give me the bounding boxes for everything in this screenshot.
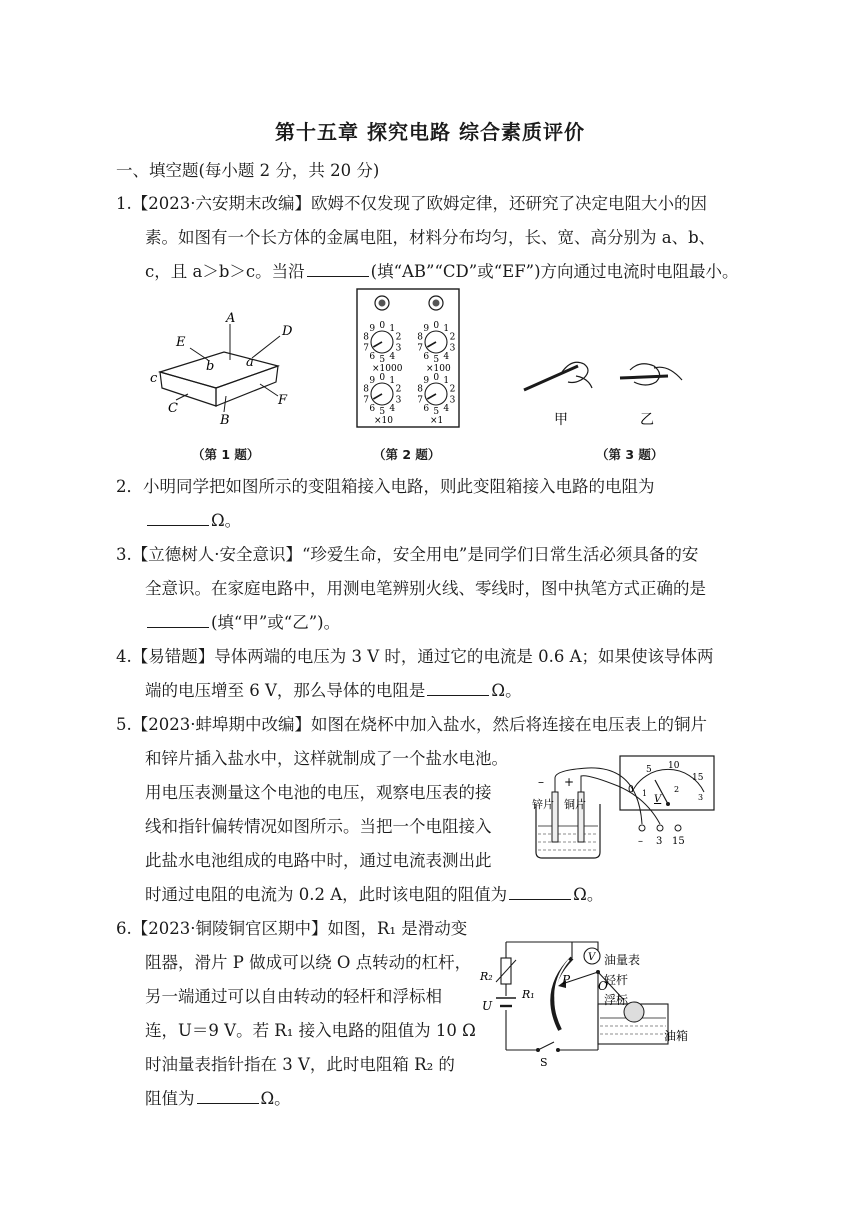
q3-line-1: 3.【立德树人·安全意识】“珍爱生命，安全用电”是同学们日常生活必须具备的安 [116,545,699,564]
figure-2-resistance-box [356,288,460,428]
fig5-scale-3: 3 [698,793,704,802]
fig6-label-s: S [540,1056,548,1069]
q6-line-6 [145,1085,291,1109]
q1-text-a: c，且 a＞b＞c。当沿 [145,262,305,281]
fig2-dial-digit: 1 [389,376,396,387]
figure-6-fuel-gauge-circuit [474,934,704,1070]
q2-text: Ω。 [211,511,242,530]
fig5-label-plus: + [564,775,575,789]
fig2-multiplier-100: ×100 [426,364,451,374]
fig6-label-r1: R₁ [522,988,535,1001]
fig2-dial-digit: 5 [433,355,440,365]
fig6-label-fuel-gauge: 油量表 [604,953,641,967]
fig2-dial-digit: 0 [379,321,386,331]
fig2-dial-pointer[interactable] [427,342,436,347]
fig2-dial-digit: 7 [363,395,369,406]
q1-text-b: (填“AB”“CD”或“EF”)方向通过电流时电阻最小。 [370,262,739,281]
q1-line-2: 素。如图有一个长方体的金属电阻，材料分布均匀，长、宽、高分别为 a、b、 [145,228,716,247]
q5-text-b: Ω。 [573,885,604,904]
fig5-terminal-3: 3 [656,836,663,847]
q5-line-2: 和锌片插入盐水中，这样就制成了一个盐水电池。 [145,749,508,768]
q1-line-3 [145,258,739,282]
fig3-caption: （第 3 题） [596,447,664,462]
fig6-label-tank: 油箱 [664,1029,689,1043]
fig2-dial-digit: 2 [395,332,402,343]
fig2-dial-digit: 2 [449,332,456,343]
fig6-label-v: V [588,952,596,963]
q1-line-1: 1.【2023·六安期末改编】欧姆不仅发现了欧姆定律，还研究了决定电阻大小的因 [116,194,707,213]
q5-answer-blank[interactable] [509,885,571,900]
fig1-label-f-point: F [278,393,288,408]
q6-text-b: Ω。 [260,1089,291,1108]
fig2-dial-digit: 8 [363,384,369,395]
fig6-label-float: 浮标 [604,993,629,1007]
figure-3-test-pen [518,350,698,430]
fig2-dial-digit: 6 [369,403,376,414]
fig5-scale-1: 1 [642,789,648,798]
q3-answer-blank[interactable] [147,613,209,628]
fig2-dial-pointer[interactable] [373,342,382,347]
fig2-caption: （第 2 题） [373,447,441,462]
fig1-label-c-edge: c [150,371,158,386]
fig5-terminal-minus: – [638,836,643,847]
q1-answer-blank[interactable] [307,262,369,277]
fig2-dial-digit: 3 [449,395,456,406]
fig2-dial-digit: 9 [369,324,376,335]
q5-line-4: 线和指针偏转情况如图所示。当把一个电阻接入 [145,817,492,836]
q5-line-1: 5.【2023·蚌埠期中改编】如图在烧杯中加入盐水，然后将连接在电压表上的铜片 [116,715,707,734]
q6-line-1: 6.【2023·铜陵铜官区期中】如图，R₁ 是滑动变 [116,919,468,938]
fig1-label-d-point: D [282,324,293,339]
fig2-dial-digit: 1 [443,376,450,387]
fig2-dial-digit: 5 [433,407,440,417]
fig2-dial-digit: 3 [395,343,402,354]
fig2-dial-digit: 9 [369,376,376,387]
fig2-dial-digit: 1 [389,324,396,335]
fig2-dial-digit: 2 [449,384,456,395]
fig2-dial-pointer[interactable] [373,394,382,399]
fig2-dial-digit: 6 [423,351,430,362]
fig3-label-yi: 乙 [640,412,654,428]
fig6-label-p: P [562,973,571,987]
fig2-dial-digit: 7 [417,395,423,406]
fig2-dial-digit: 7 [417,343,423,354]
fig1-label-a-edge: a [246,355,254,370]
fig5-scale-0: 0 [628,785,634,795]
fig2-multiplier-1000: ×1000 [372,364,403,374]
q4-text-a: 端的电压增至 6 V，那么导体的电阻是 [145,681,426,700]
fig2-dial-digit: 4 [389,403,396,414]
q3-line-2: 全意识。在家庭电路中，用测电笔辨别火线、零线时，图中执笔方式正确的是 [145,579,706,598]
fig2-dial-digit: 5 [379,407,386,417]
fig2-dial-digit: 4 [389,351,396,362]
fig6-label-o: O [598,979,608,993]
fig2-dial-digit: 3 [449,343,456,354]
fig5-label-v: V [654,794,662,805]
fig2-dial-digit: 9 [423,324,430,335]
q6-answer-blank[interactable] [197,1089,259,1104]
fig5-scale-10: 10 [668,761,680,771]
fig2-dial-digit: 0 [433,321,440,331]
fig2-dial-digit: 8 [417,332,423,343]
fig6-label-r2: R₂ [480,970,493,983]
q2-line-1: 2．小明同学把如图所示的变阻箱接入电路，则此变阻箱接入电路的电阻为 [116,477,655,496]
q6-line-2: 阻器，滑片 P 做成可以绕 O 点转动的杠杆， [145,953,472,972]
fig2-dial-digit: 8 [363,332,369,343]
fig2-dial-digit: 7 [363,343,369,354]
fig5-label-zinc: 锌片 [532,798,554,811]
fig5-label-minus: – [538,775,544,789]
q3-text: (填“甲”或“乙”)。 [211,613,341,632]
q6-line-4: 连，U＝9 V。若 R₁ 接入电路的阻值为 10 Ω [145,1021,476,1040]
fig2-dial-digit: 3 [395,395,402,406]
q5-line-3: 用电压表测量这个电池的电压，观察电压表的接 [145,783,492,802]
q4-answer-blank[interactable] [427,681,489,696]
fig3-label-jia: 甲 [554,412,568,428]
fig2-multiplier-10: ×10 [374,416,393,426]
fig2-multiplier-1: ×1 [430,416,444,426]
q6-line-5: 时油量表指针指在 3 V，此时电阻箱 R₂ 的 [145,1055,455,1074]
fig2-dial-digit: 8 [417,384,423,395]
fig5-scale-15: 15 [692,773,704,783]
fig5-scale-2: 2 [674,785,680,794]
fig2-dial-digit: 0 [379,373,386,383]
fig1-label-c-point: C [168,401,178,416]
fig2-dial-digit: 2 [395,384,402,395]
q4-text-b: Ω。 [491,681,522,700]
page-title: 第十五章 探究电路 综合素质评价 [275,120,585,144]
q6-text-a: 阻值为 [145,1089,195,1108]
fig2-dial-digit: 5 [379,355,386,365]
fig2-dial-digit: 9 [423,376,430,387]
q6-line-3: 另一端通过可以自由转动的轻杆和浮标相 [145,987,442,1006]
fig1-label-b-edge: b [206,359,215,374]
fig2-dial-digit: 4 [443,351,450,362]
fig2-dial-digit: 4 [443,403,450,414]
fig1-caption: （第 1 题） [192,447,260,462]
fig2-dial-digit: 6 [369,351,376,362]
q2-answer-blank[interactable] [147,511,209,526]
fig1-label-b-point: B [220,413,230,428]
fig2-dial-digit: 1 [443,324,450,335]
q5-line-6 [145,881,603,905]
q4-line-2 [145,677,522,701]
q5-line-5: 此盐水电池组成的电路中时，通过电流表测出此 [145,851,492,870]
fig2-dial-pointer[interactable] [427,394,436,399]
section-heading: 一、填空题(每小题 2 分，共 20 分) [116,161,380,180]
q5-text-a: 时通过电阻的电流为 0.2 A，此时该电阻的阻值为 [145,885,508,904]
fig2-dial-digit: 6 [423,403,430,414]
fig2-dial-digit: 0 [433,373,440,383]
fig5-terminal-15: 15 [672,836,685,847]
figure-5-saltwater-battery [528,752,718,862]
fig5-label-copper: 铜片 [564,798,586,811]
figure-1-cuboid [148,300,308,430]
q2-line-2 [145,507,241,531]
q3-line-3 [145,609,340,633]
fig5-scale-5: 5 [646,765,652,775]
fig6-label-u: U [482,999,493,1013]
q4-line-1: 4.【易错题】导体两端的电压为 3 V 时，通过它的电流是 0.6 A；如果使该导体两 [116,647,714,666]
fig1-label-a-point: A [226,311,236,326]
fig6-label-light-rod: 轻杆 [604,973,629,987]
fig1-label-e-point: E [176,335,186,350]
